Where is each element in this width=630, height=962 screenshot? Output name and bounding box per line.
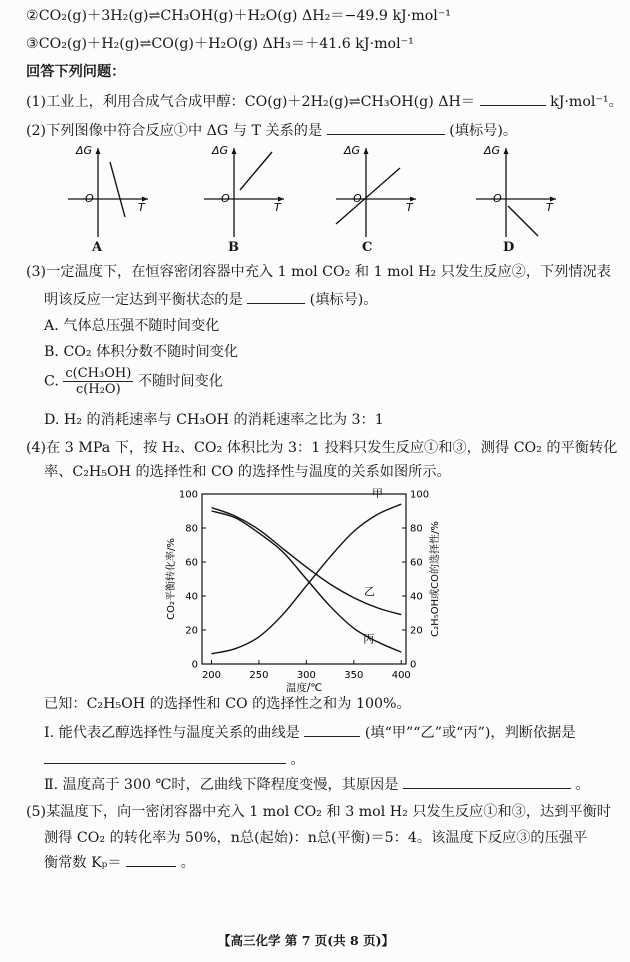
question-3-line-2-tail: (填标号)。 [309,292,378,308]
question-4-sub-1-blank[interactable] [304,722,360,737]
series-curve-丙 [211,511,401,652]
y-tick-label-right: 60 [410,557,423,569]
question-3-option-a: A. 气体总压强不随时间变化 [44,318,220,334]
series-label-甲: 甲 [372,486,384,500]
left-axis-title: CO₂平衡转化率/% [166,538,177,620]
x-tick-label: 250 [249,670,269,681]
question-4-known: 已知：C₂H₅OH 的选择性和 CO 的选择性之和为 100%。 [44,696,411,712]
fraction-numerator: c(CH₃OH) [65,366,132,381]
question-3-line-1: (3)一定温度下，在恒容密闭容器中充入 1 mol CO₂ 和 1 mol H₂ 只发生反应②，下列情况表 [26,264,611,280]
question-4-sub-1-text: Ⅰ. 能代表乙醇选择性与温度关系的曲线是 [44,725,300,741]
question-2-blank[interactable] [327,120,445,135]
series-label-丙: 丙 [363,632,375,646]
right-axis-title: C₂H₅OH或CO的选择性/% [430,521,441,637]
answer-prompt: 回答下列问题： [26,64,126,80]
question-4-sub-1-reason-blank[interactable] [44,749,286,764]
equation-2: ②CO₂(g)＋3H₂(g)⇌CH₃OH(g)＋H₂O(g) ΔH₂＝−49.9 kJ·mol⁻¹ [26,8,451,24]
y-tick-label-left: 80 [185,523,198,535]
question-3-option-c-suffix: 不随时间变化 [137,373,223,390]
graph-a [62,138,152,238]
graph-c-origin: O [353,192,362,205]
y-tick-label-right: 20 [410,625,423,637]
question-3-option-d: D. H₂ 的消耗速率与 CH₃OH 的消耗速率之比为 3：1 [44,412,384,428]
y-tick-label-left: 0 [191,659,198,671]
graph-a-origin: O [85,192,94,205]
question-4-sub-2 [44,774,590,795]
x-tick-label: 400 [391,670,411,681]
question-5-line-1: (5)某温度下，向一密闭容器中充入 1 mol CO₂ 和 3 mol H₂ 只发生反应①和③，达到平衡时 [26,804,611,820]
plot-frame [202,494,406,664]
question-2-text: (2)下列图像中符合反应①中 ΔG 与 T 关系的是 [26,123,323,139]
graph-a-line [110,162,125,217]
graph-d-label: D [503,240,515,255]
question-5-line-3-end: 。 [180,855,195,871]
question-4-line-2: 率、C₂H₅OH 的选择性和 CO 的选择性与温度的关系如图所示。 [44,464,451,480]
question-1-text: (1)工业上，利用合成气合成甲醇：CO(g)＋2H₂(g)⇌CH₃OH(g) ΔH＝ [26,94,476,110]
y-tick-label-left: 40 [185,591,198,603]
question-5-line-3 [44,852,195,873]
y-tick-label-left: 20 [185,625,198,637]
question-1 [26,91,623,112]
question-3-option-c-prefix: C. [44,373,59,390]
question-5-line-3-text: 衡常数 Kₚ＝ [44,855,122,871]
graph-c-y-label: ΔG [344,144,361,157]
question-3-line-2-text: 明该反应一定达到平衡状态的是 [44,292,243,308]
question-5-blank[interactable] [126,852,176,867]
equation-3: ③CO₂(g)＋H₂(g)⇌CO(g)＋H₂O(g) ΔH₃＝＋41.6 kJ·mol⁻¹ [26,36,414,52]
question-4-sub-2-blank[interactable] [403,774,571,789]
series-curve-乙 [211,508,401,615]
question-3-option-c-fraction [63,366,133,397]
graph-d-origin: O [493,192,502,205]
graph-b-y-label: ΔG [212,144,229,157]
y-tick-label-left: 100 [178,489,198,501]
question-3-option-c [44,366,223,400]
graph-b [198,138,288,238]
graph-b-origin: O [221,192,230,205]
question-4-line-1: (4)在 3 MPa 下，按 H₂、CO₂ 体积比为 3：1 投料只发生反应①和③，测得 CO₂ 的平衡转化 [26,440,618,456]
y-tick-label-left: 60 [185,557,198,569]
graph-a-x-label: T [138,201,145,214]
graph-c-x-label: T [406,201,413,214]
graph-b-line [240,152,272,190]
question-4-sub-1-end: 。 [290,752,305,768]
page-footer: 【高三化学 第 7 页(共 8 页)】 [218,933,394,948]
series-label-乙: 乙 [364,584,376,598]
x-tick-label: 300 [296,670,316,681]
question-5-line-2: 测得 CO₂ 的转化率为 50%，n总(起始)：n总(平衡)＝5：4。该温度下反应③的压强平 [44,830,588,846]
graph-a-y-label: ΔG [76,144,93,157]
question-2-tail: (填标号)。 [449,123,518,139]
x-tick-label: 350 [344,670,364,681]
graph-d-line [508,206,538,236]
y-tick-label-right: 0 [410,659,417,671]
graph-b-x-label: T [274,201,281,214]
question-4-sub-2-text: Ⅱ. 温度高于 300 ℃时，乙曲线下降程度变慢，其原因是 [44,777,399,793]
fraction-denominator: c(H₂O) [76,382,121,397]
graph-d-x-label: T [546,201,553,214]
x-tick-label: 200 [201,670,222,681]
graph-d-y-label: ΔG [484,144,501,157]
question-4-sub-1 [44,722,576,743]
graph-c-line [336,168,400,224]
question-4-sub-1-tail: (填“甲”“乙”或“丙”)，判断依据是 [364,725,576,741]
graph-b-label: B [228,240,239,255]
y-tick-label-right: 80 [410,523,423,535]
equilibrium-chart [160,484,450,694]
graph-a-label: A [92,240,103,255]
question-1-blank[interactable] [480,91,546,106]
question-4-sub-1-continued [44,749,305,770]
y-tick-label-right: 40 [410,591,423,603]
question-4-sub-2-end: 。 [575,777,590,793]
question-3-blank[interactable] [247,289,305,304]
x-axis-title: 温度/℃ [285,682,323,694]
graph-c [330,138,420,238]
question-1-unit: kJ·mol⁻¹。 [550,94,623,110]
graph-d [470,138,560,238]
question-3-line-2 [44,289,378,310]
question-3-option-b: B. CO₂ 体积分数不随时间变化 [44,344,239,360]
graph-c-label: C [362,240,373,255]
y-tick-label-right: 100 [410,489,430,501]
